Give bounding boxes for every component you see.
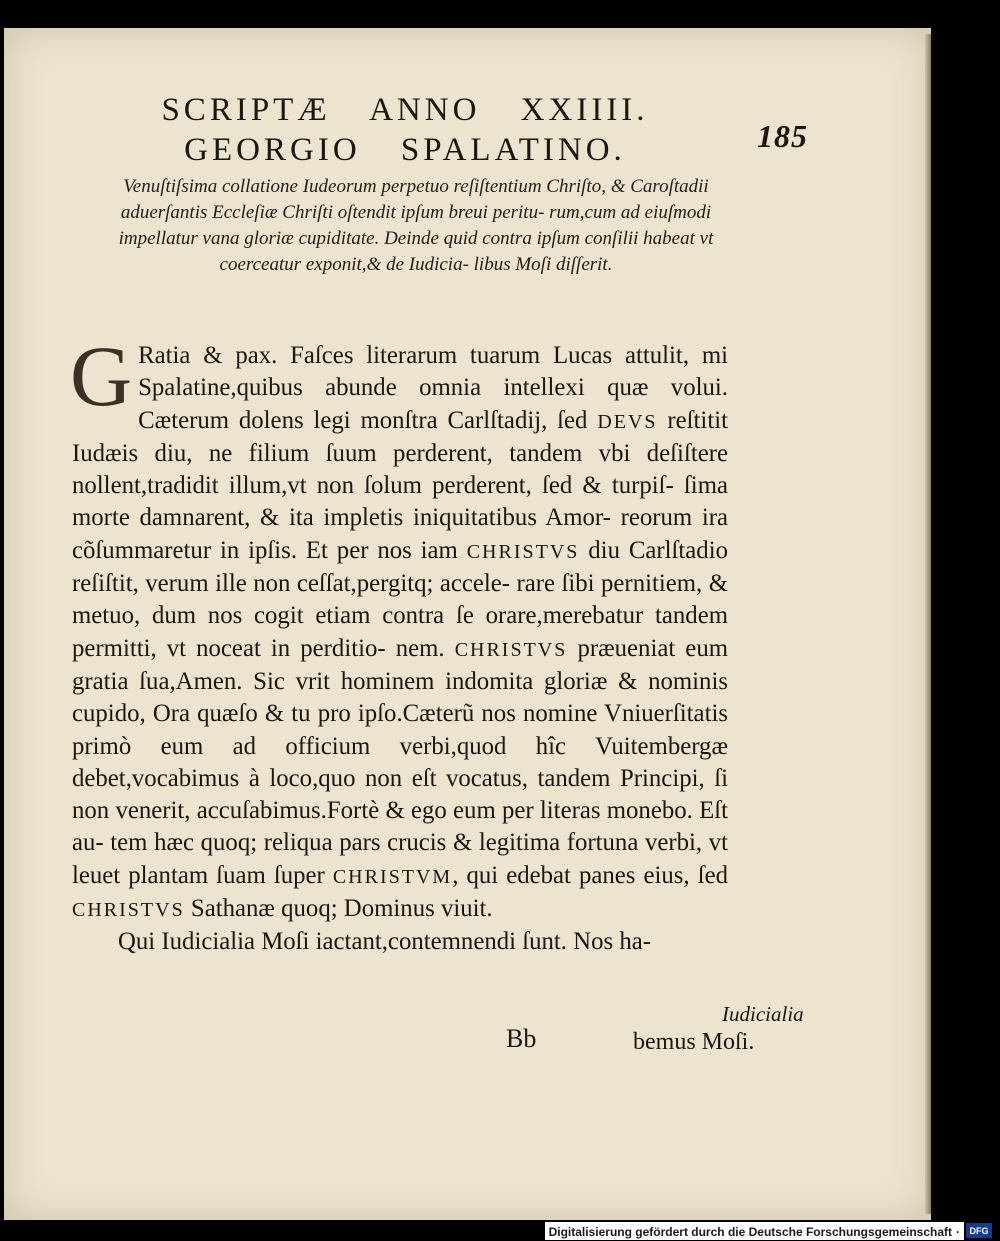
page-edge: [925, 34, 931, 1214]
paragraph-2: Qui Iudicialia Moſi iactant,contemnendi ſunt. Nos ha-: [118, 928, 651, 956]
digitization-footer: Digitalisierung gefördert durch die Deutsche Forschungsgemeinschaft ·: [545, 1222, 964, 1240]
catchword: bemus Moſi.: [633, 1029, 755, 1055]
dfg-logo-icon: DFG: [966, 1223, 992, 1238]
paragraph-1: [70, 328, 729, 926]
small-caps-christus: CHRISTVS: [454, 638, 568, 661]
letter-summary: Venuſtiſsima collatione Iudeorum perpetuo reſiſtentium Chriſto, & Caroſtadii aduerſantis Eccleſiæ Chriſti oſtendit ipſum breui peritu- rum,cum ad eiuſmodi impellatur vana gloriæ cupiditate. Deinde quid contra ipſum conſilii habeat vt coerceatur exponit,& de Iudicia- libus Moſi diſſerit.: [118, 176, 714, 275]
small-caps-christum: CHRISTVM: [332, 865, 453, 888]
footer-text: Digitalisierung gefördert durch die Deutsche Forschungsgemeinschaft: [548, 1224, 952, 1239]
small-caps-deus: DEVS: [597, 410, 658, 433]
body-text: præueniat eum gratia ſua,Amen. Sic vrit hominem indomita gloriæ & nominis cupido, Ora quæſo & tu pro ipſo.Cæterũ nos nomine Vniuerſitatis primò eum ad officium verbi,quod hîc Vuitembergæ debet,vocabimus à loco,quo non eſt vocatus, tandem Principi, ſi non venerit, accuſabimus.Fortè & ego eum per literas monebo. Eſt au- tem hæc quoq; reliqua pars crucis & legitima fortuna verbi, vt leuet plantam ſuam ſuper: [72, 634, 729, 889]
body-text: , qui edebat panes eius, ſed: [452, 861, 728, 889]
letter-body: [70, 328, 729, 959]
body-text: Sathanæ quoq; Dominus viuit.: [184, 895, 493, 923]
running-header-line2: GEORGIO SPALATINO.: [184, 132, 626, 168]
body-text: Ratia & pax. Faſces literarum tuarum Lucas attulit, mi Spalatine,quibus abunde omnia intellexi quæ volui. Cæterum dolens legi monſtra Carlſtadij, ſed: [138, 342, 728, 434]
body-text: reſtitit Iudæis diu, ne filium ſuum perderent, tandem vbi deſiſtere nollent,tradidit illum,vt non ſolum perderent, ſed & turpiſ- ſima morte damnarent, & ita impletis iniquitatibus Amor- reorum ira cõſummaretur in ipſis. Et per nos iam: [72, 406, 728, 564]
small-caps-christus: CHRISTVS: [72, 899, 185, 922]
small-caps-christus: CHRISTVS: [466, 540, 580, 563]
margin-note: Iudicialia: [722, 1002, 804, 1026]
signature-mark: Bb: [506, 1024, 537, 1053]
folio-number: 185: [757, 118, 808, 154]
drop-cap: G: [70, 328, 133, 424]
body-text: diu Carlſtadio reſiſtit, verum ille non ceſſat,pergitq; accele- rare ſibi pernitiem, & metuo, dum nos cogit etiam contra ſe orare,merebatur tandem permitti, vt noceat in perditio- nem.: [72, 536, 728, 662]
running-header-line1: SCRIPTÆ ANNO XXIIII.: [161, 92, 649, 128]
